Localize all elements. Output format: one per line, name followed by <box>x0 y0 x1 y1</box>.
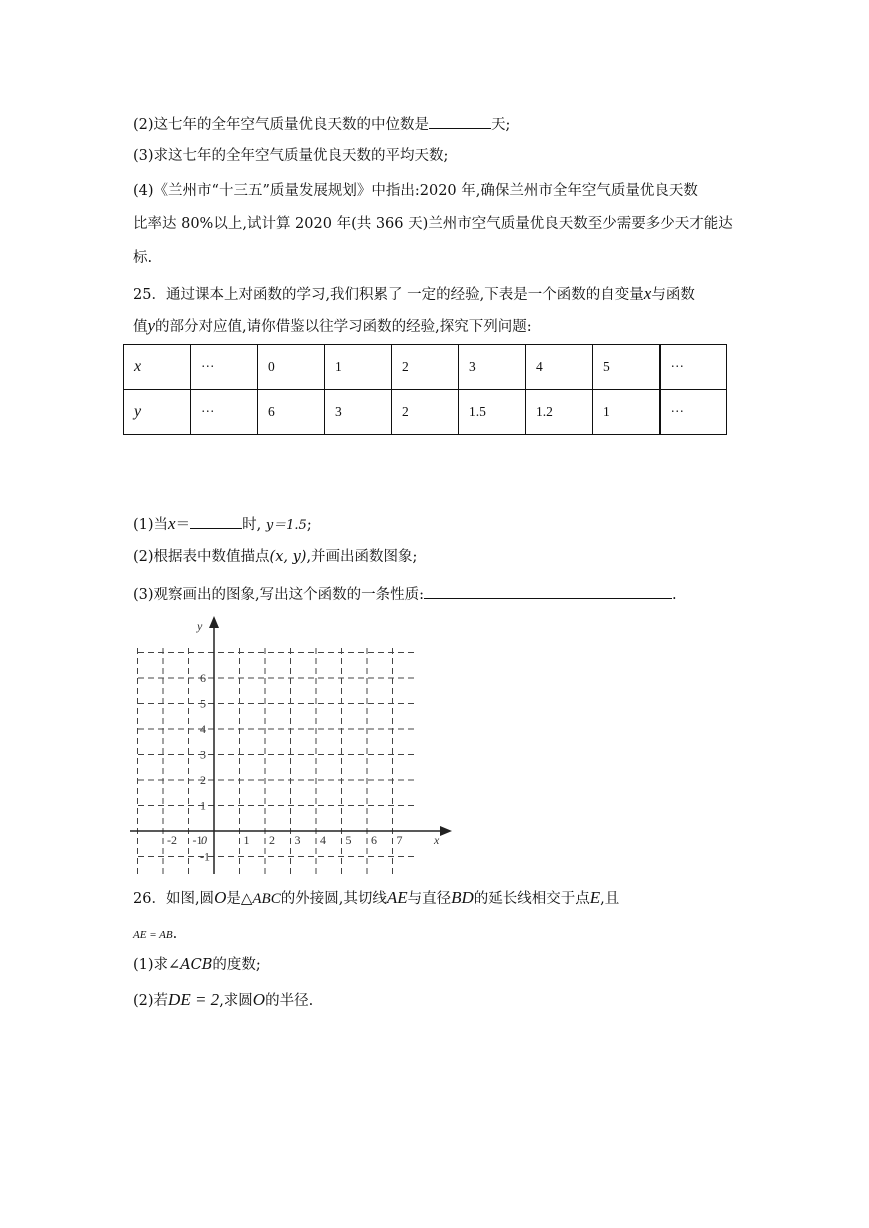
answer-blank[interactable] <box>429 112 491 129</box>
y-tick-label: 3 <box>200 747 206 762</box>
table-cell: 2 <box>392 345 459 390</box>
q26-part2: (2)若DE = 2,求圆O的半径. <box>133 990 314 1009</box>
q26-line2: AE = AB. <box>133 926 178 942</box>
x-tick-label: 4 <box>320 833 326 847</box>
table-cell: 4 <box>526 345 593 390</box>
x-tick-label: 7 <box>396 833 403 847</box>
y-axis-arrow-icon <box>209 616 219 628</box>
x-tick-label: 0 <box>201 833 207 847</box>
answer-blank[interactable] <box>424 582 672 599</box>
x-tick-label: -1 <box>192 833 203 847</box>
table-cell: 1 <box>593 390 660 435</box>
q26-line1: 26．如图,圆O是△ABC的外接圆,其切线AE与直径BD的延长线相交于点E,且 <box>133 888 620 907</box>
x-tick-label: 2 <box>269 833 275 847</box>
table-cell: 3 <box>325 390 392 435</box>
y-tick-label: -1 <box>200 849 210 864</box>
table-cell: 6 <box>258 390 325 435</box>
y-tick-label: 1 <box>200 798 206 813</box>
q24-part2: (2)这七年的全年空气质量优良天数的中位数是 天; <box>133 112 510 135</box>
answer-blank[interactable] <box>190 512 242 529</box>
x-axis-label: x <box>434 833 440 847</box>
y-tick-label: 6 <box>200 671 206 685</box>
coordinate-grid[interactable] <box>130 612 460 882</box>
table-cell: 2 <box>392 390 459 435</box>
q25-intro-line1: 25．通过课本上对函数的学习,我们积累了 一定的经验,下表是一个函数的自变量x与函数 <box>133 284 695 303</box>
table-row-y <box>124 390 727 435</box>
q25-part2: (2)根据表中数值描点(x, y),并画出函数图象; <box>133 549 418 565</box>
table-cell: 1.2 <box>526 390 593 435</box>
q24-part4-line2: 比率达 80%以上,试计算 2020 年(共 366 天)兰州市空气质量优良天数至少需要多少天才能达 <box>133 216 733 232</box>
table-cell: 1 <box>325 345 392 390</box>
q25-intro-line2: 值y的部分对应值,请你借鉴以往学习函数的经验,探究下列问题: <box>133 316 532 335</box>
y-tick-label: 4 <box>200 722 206 736</box>
q24-part4-line3: 标. <box>133 250 153 266</box>
q26-part1: (1)求∠ACB的度数; <box>133 957 261 973</box>
table-cell: 3 <box>459 345 526 390</box>
q25-part1: (1)当x＝ 时, y＝1.5; <box>133 514 312 533</box>
x-tick-label: -2 <box>167 833 177 847</box>
y-tick-label: 5 <box>200 696 206 711</box>
table-cell: ··· <box>191 345 258 390</box>
y-tick-label: 2 <box>200 773 206 787</box>
table-cell: 0 <box>258 345 325 390</box>
table-cell: ··· <box>660 345 727 390</box>
value-table <box>123 344 727 435</box>
q24-part3: (3)求这七年的全年空气质量优良天数的平均天数; <box>133 148 449 164</box>
q25-part3: (3)观察画出的图象,写出这个函数的一条性质: . <box>133 582 677 605</box>
table-cell: 5 <box>593 345 660 390</box>
table-cell: x <box>124 345 191 390</box>
table-cell: y <box>124 390 191 435</box>
table-row-x <box>124 345 727 390</box>
table-cell: ··· <box>191 390 258 435</box>
x-tick-label: 3 <box>294 833 301 847</box>
x-axis-arrow-icon <box>440 826 452 836</box>
x-tick-label: 5 <box>345 833 352 847</box>
y-axis-label: y <box>197 619 203 633</box>
q24-part4-line1: (4)《兰州市“十三五”质量发展规划》中指出:2020 年,确保兰州市全年空气质量优良天数 <box>133 183 698 199</box>
x-tick-label: 1 <box>243 833 250 847</box>
x-tick-label: 6 <box>371 833 377 847</box>
table-cell: 1.5 <box>459 390 526 435</box>
table-cell: ··· <box>660 390 727 435</box>
